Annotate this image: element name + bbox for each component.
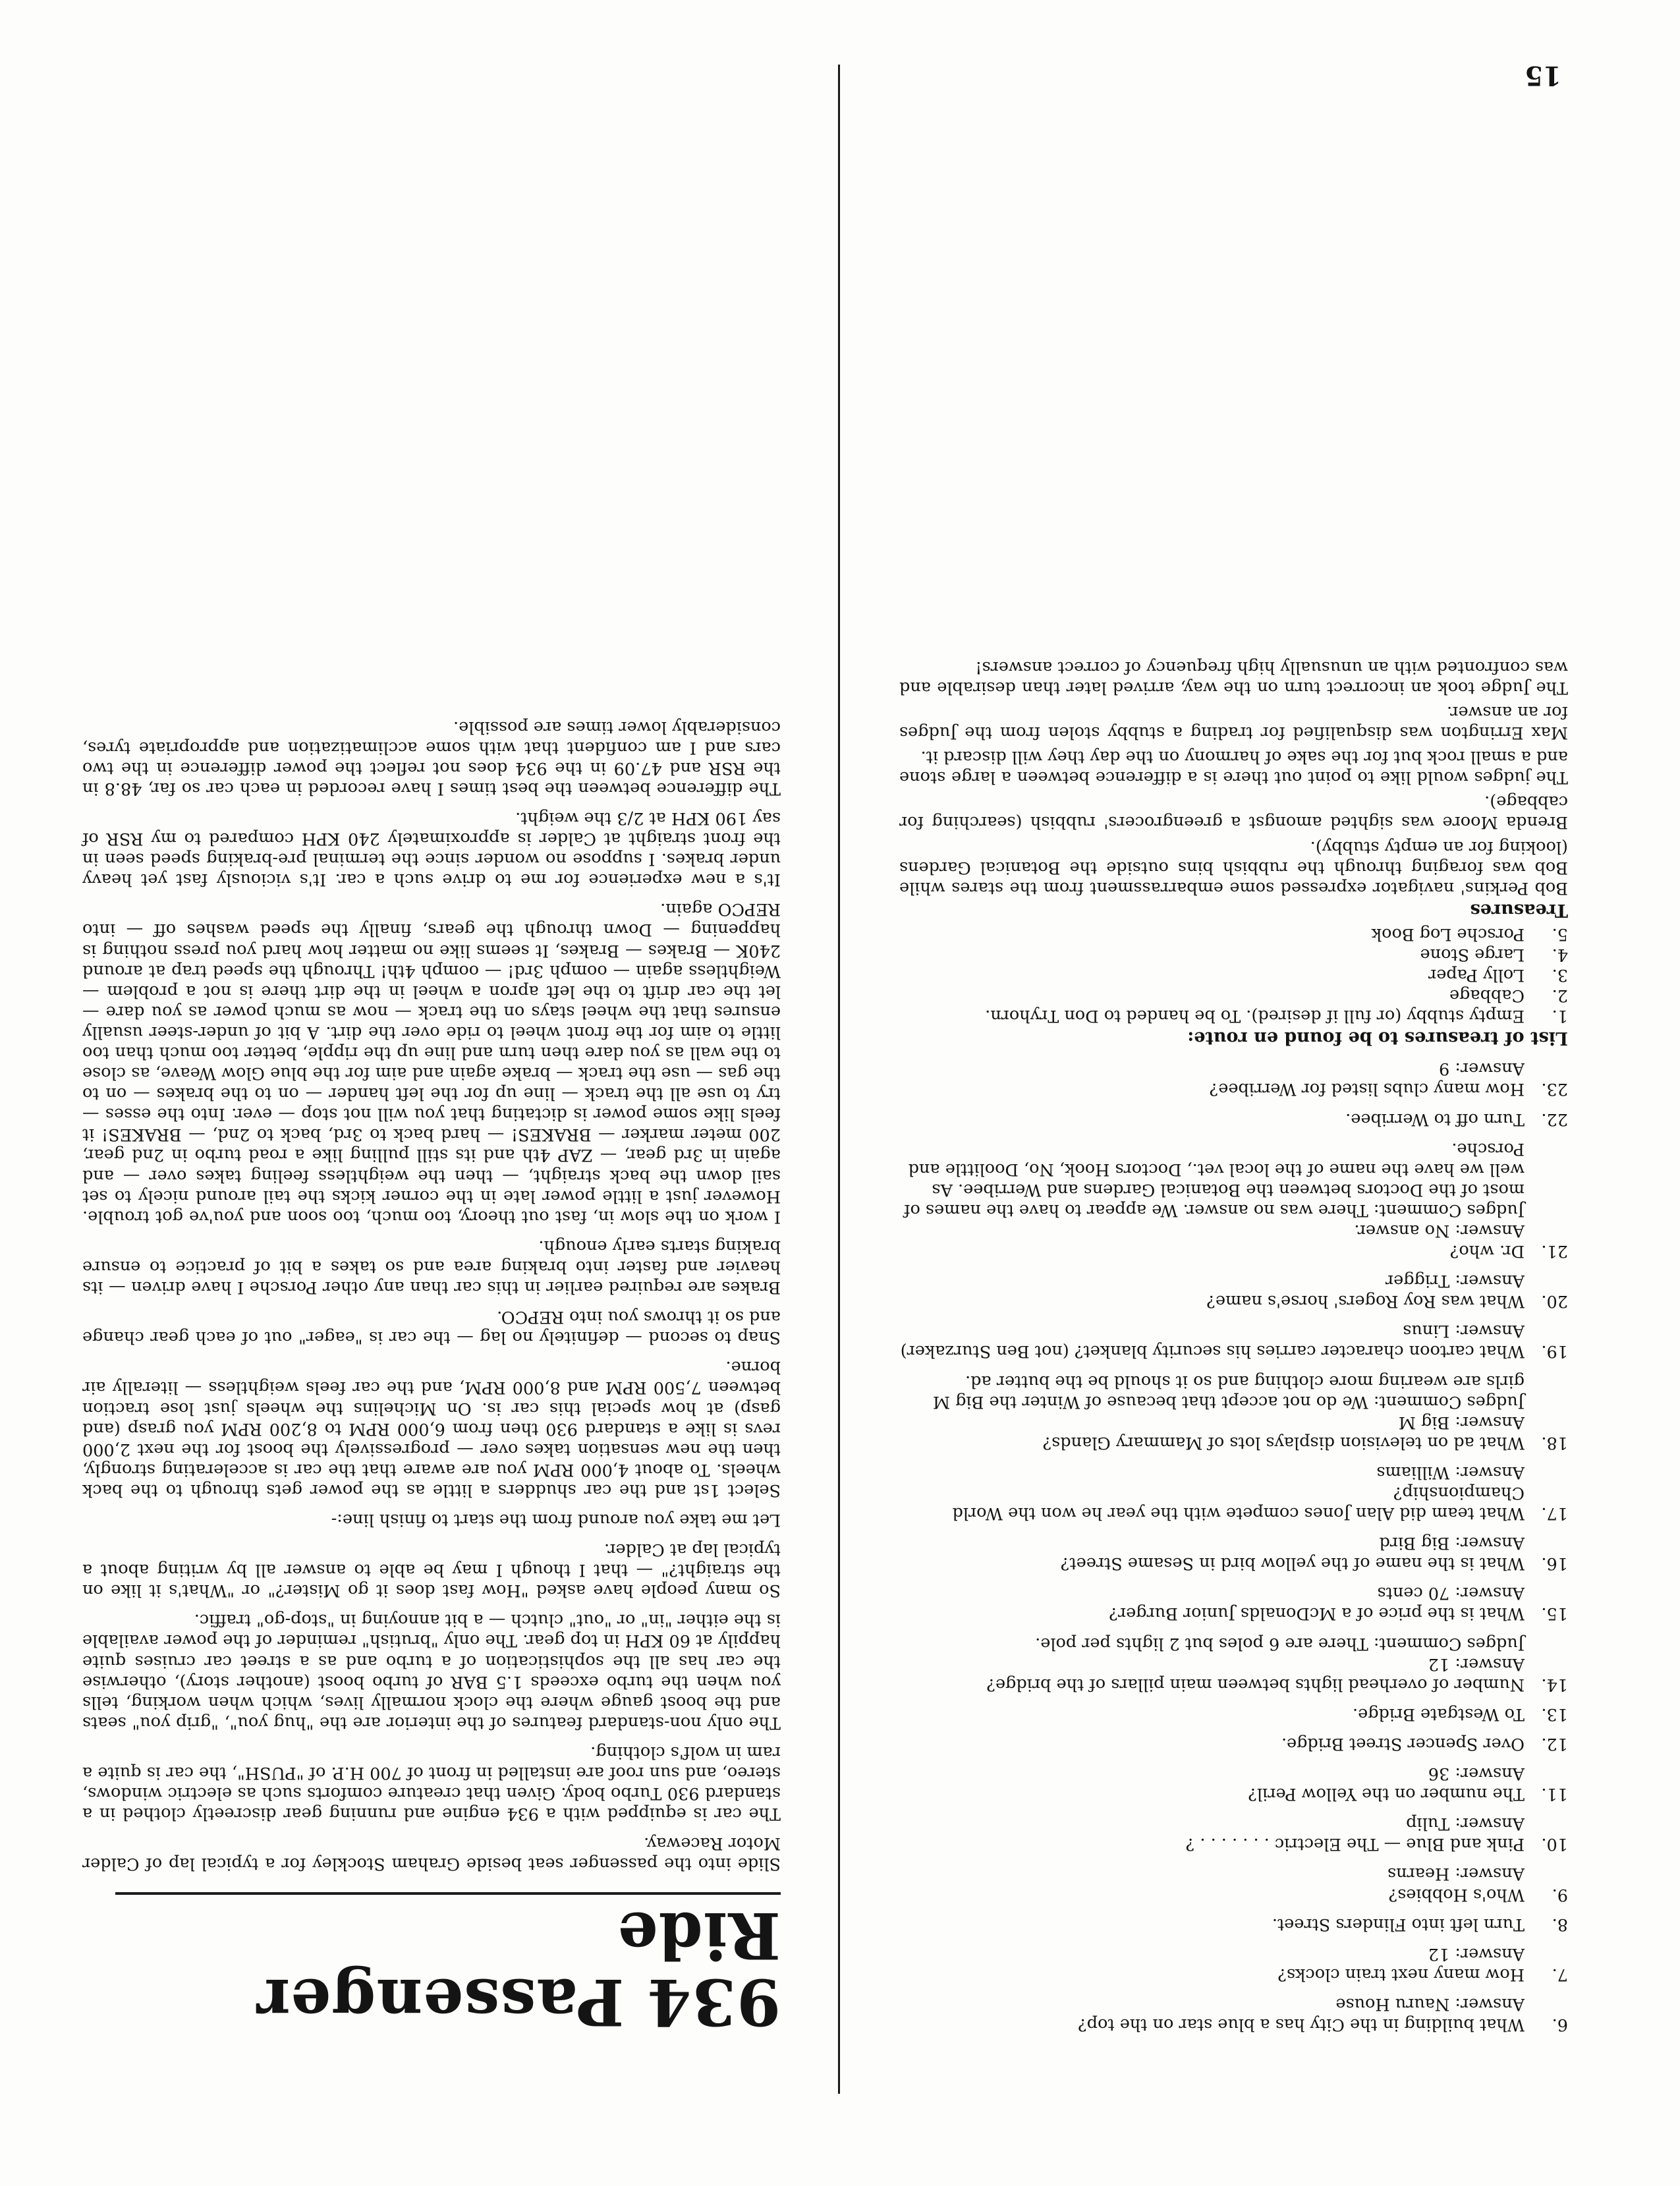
column-divider	[838, 65, 840, 2094]
quiz-question-text: What was Roy Rogers' horse's name?	[1206, 1291, 1525, 1312]
quiz-number: 18.	[1541, 1432, 1568, 1453]
treasure-number: 5.	[1552, 924, 1568, 944]
quiz-question	[899, 1914, 1568, 1934]
quiz-item	[899, 1370, 1568, 1452]
quiz-question-text: Turn left into Flinders Street.	[1272, 1914, 1525, 1934]
quiz-question	[899, 1733, 1568, 1754]
treasure-item	[899, 965, 1568, 985]
quiz-number: 12.	[1541, 1733, 1568, 1754]
treasure-text: Empty stubby (or full if desired). To be handed to Don Tryhorn.	[985, 1006, 1525, 1026]
quiz-question	[899, 1341, 1568, 1361]
quiz-question	[899, 1553, 1568, 1573]
quiz-number: 20.	[1541, 1291, 1568, 1312]
treasure-text: Cabbage	[1449, 986, 1525, 1006]
article-paragraph: Brakes are required earlier in this car than any other Porsche I have driven — its heavier and faster into braking area and so takes a bit of practice to ensure braking starts early enough.	[82, 1236, 781, 1298]
quiz-question	[899, 1834, 1568, 1854]
quiz-question	[899, 1783, 1568, 1804]
quiz-answer: Answer: Big M	[1398, 1412, 1525, 1432]
quiz-number: 19.	[1541, 1341, 1568, 1362]
quiz-number: 10.	[1541, 1834, 1568, 1855]
quiz-question-text: What cartoon character carries his security blanket? (not Ben Sturzaker)	[900, 1341, 1525, 1362]
treasures-text	[899, 657, 1568, 898]
quiz-question-text: What building in the City has a blue star on the top?	[1078, 2015, 1525, 2034]
quiz-number: 8.	[1552, 1914, 1568, 1934]
quiz-question-text: Over Spencer Street Bridge.	[1281, 1733, 1525, 1754]
quiz-answer: Answer: 12	[1428, 1944, 1525, 1964]
quiz-answer: Answer: Williams	[1376, 1462, 1525, 1482]
page-number: 15	[1525, 60, 1561, 91]
treasure-paragraph: Bob Perkins' navigator expressed some embarrassment from the stares while Bob was foraging through the rubbish bins outside the Botanical Gardens (looking for an empty stubby).	[899, 837, 1568, 898]
article-paragraph: The difference between the best times I have recorded in each car so far, 48.8 in the RSR and 47.09 in the 934 does not reflect the power difference in the two cars and I am confident that with some acclimatization and appropriate tyres, considerably lower times are possible.	[82, 717, 781, 799]
treasure-text: Lolly Paper	[1428, 965, 1525, 986]
quiz-number: 9.	[1552, 1884, 1568, 1905]
treasure-number: 2.	[1552, 986, 1568, 1006]
quiz-item	[899, 1633, 1568, 1695]
quiz-question-text: Who's Hobbies?	[1388, 1884, 1525, 1905]
quiz-answer: Judges Comment: We do not accept that because of Winter the Big M girls are wearing more clothing and so it should be the butter ad.	[932, 1371, 1525, 1412]
quiz-answer: Judges Comment: There are 6 poles but 2 lights per pole.	[1035, 1633, 1525, 1654]
treasure-item	[899, 944, 1568, 965]
article-title: 934 Passenger Ride	[256, 1898, 781, 2039]
quiz-question	[899, 1291, 1568, 1311]
title-rule	[115, 1892, 781, 1895]
quiz-answer: Answer: 12	[1428, 1654, 1525, 1674]
quiz-number: 7.	[1552, 1964, 1568, 1984]
quiz-question	[899, 1884, 1568, 1904]
quiz-item	[899, 1462, 1568, 1523]
article-paragraph: The car is equipped with a 934 engine and running gear discreetly clothed in a standard 930 Turbo body. Given that creature comforts such as electric windows, stereo, and sun roof are installed in front of 700 H.P. of "PUSH", the car is quite a ram in wolf's clothing.	[82, 1742, 781, 1824]
quiz-item	[899, 1320, 1568, 1361]
quiz-question-text: Dr. who?	[1449, 1241, 1525, 1262]
treasure-item	[899, 1005, 1568, 1026]
quiz-item	[899, 1994, 1568, 2034]
quiz-question-text: What is the price of a McDonalds Junior Burger?	[1109, 1604, 1525, 1624]
quiz-item	[899, 1704, 1568, 1724]
quiz-question	[899, 1482, 1568, 1523]
quiz-answer: Answer: Hearns	[1387, 1864, 1525, 1884]
article-paragraph: Snap to second — definitely no lag — the car is "eager" out of each gear change and so it throws you into REPCO.	[82, 1307, 781, 1348]
quiz-item	[899, 1944, 1568, 1984]
quiz-number: 23.	[1541, 1079, 1568, 1100]
quiz-item	[899, 1532, 1568, 1573]
quiz-answer: Answer: Tulip	[1406, 1814, 1525, 1834]
quiz-answer: Answer: Linus	[1403, 1321, 1525, 1341]
quiz-number: 11.	[1541, 1784, 1568, 1805]
quiz-answer: Judges Comment: There was no answer. We appear to have the names of most of the Doctors between the Botanical Gardens and Werribee. As well we have the name of the local vet., Doctors Hook, No, Doolittle and Porsche.	[904, 1138, 1525, 1220]
quiz-question-text: Pink and Blue — The Electric . . . . . . . ?	[1185, 1834, 1525, 1855]
quiz-question-text: How many next train clocks?	[1277, 1964, 1525, 1984]
treasure-text: Porsche Log Book	[1371, 924, 1525, 944]
quiz-number: 16.	[1541, 1554, 1568, 1574]
treasure-paragraph: The judges would like to point out there is a difference between a large stone and a small rock but for the sake of harmony on the day they will discard it.	[899, 747, 1568, 788]
treasure-list	[899, 924, 1568, 1026]
article-column	[82, 708, 781, 2039]
treasure-list-heading: List of treasures to be found en route:	[1187, 1028, 1568, 1049]
quiz-question-text: The number on the Yellow Peril?	[1248, 1784, 1525, 1805]
quiz-item	[899, 1108, 1568, 1129]
quiz-question	[899, 1432, 1568, 1453]
quiz-column	[899, 653, 1568, 2034]
quiz-question	[899, 1603, 1568, 1623]
article-paragraph: Slide into the passenger seat beside Graham Stockley for a typical lap of Calder Motor Raceway.	[82, 1834, 781, 1874]
article-paragraph: So many people have asked "How fast does it go Mister?" or "What's it like on the straight?" — that I though I may be able to answer all by writing about a typical lap at Calder.	[82, 1540, 781, 1601]
quiz-question-text: What is the name of the yellow bird in Sesame Street?	[1060, 1554, 1525, 1574]
article-paragraph: I work on the slow in, fast out theory, too much, too soon and you've got trouble. However just a little power late in the corner kicks the tail around nicely to set sail down the back straight, — then the weightless feeling takes over — and again in 3rd gear, — ZAP 4th and its still pulling like a road turbo in 2nd gear, 200 meter marker — BRAKES! — hard back to 3rd, back to 2nd, — BRAKES! it feels like some power is dictating that you will not stop — ever. Into the esses — try to use all the track — line up for the left hander — on to the brakes — on to the gas — use the track — brake again and aim for the blue Glow Weave, as close to the wall as you dare then turn and line up the ripple, better too much than too little to aim for the front wheel to ride over the dirt. A bit of under-steer usually ensures that the wheel stays on the track — now as much power as you dare — let the car drift to the left apron a wheel in the dirt there is not a problem — Weightless again — oomph 3rd! — oomph 4th! Through the speed trap at around 240K — Brakes — Brakes, It seems like no matter how hard you press nothing is happening — Down through the gears, finally the speed washes off — into REPCO again.	[82, 899, 781, 1227]
treasure-paragraph: Max Errington was disqualified for trading a stubby stolen from the Judges for an answer.	[899, 702, 1568, 743]
article-paragraph: It's a new experience for me to drive such a car. It's viciously fast yet heavy under brakes. I suppose no wonder since the terminal pre-braking speed seen in the front straight at Calder is approximately 240 KPH compared to my RSR of say 190 KPH at 2/3 the weight.	[82, 808, 781, 890]
quiz-item	[899, 1813, 1568, 1854]
quiz-question	[899, 2014, 1568, 2034]
quiz-question-text: To Westgate Bridge.	[1353, 1704, 1525, 1724]
quiz-answer: Answer: 9	[1439, 1059, 1525, 1079]
quiz-number: 15.	[1541, 1604, 1568, 1624]
quiz-item	[899, 1270, 1568, 1311]
article-paragraph: Select 1st and the car shudders a little as the power gets through to the back wheels. To about 4,000 RPM you are aware that the car is accelerating strongly, then the new sensation takes over — progressively the boost for the next 2,000 revs is like a standard 930 then from 6,000 RPM to 8,200 RPM you grasp (and gasp) at how special this car is. On Michelins the wheels just lose traction between 7,500 RPM and 8,000 RPM, and the car feels weightless — literally air borne.	[82, 1357, 781, 1500]
quiz-question-text: Number of overhead lights between main pillars of the bridge?	[986, 1674, 1525, 1695]
quiz-number: 21.	[1541, 1241, 1568, 1262]
quiz-question	[899, 1079, 1568, 1099]
article-body	[82, 717, 781, 1874]
treasure-text: Large Stone	[1420, 944, 1525, 965]
treasure-paragraph: The Judge took an incorrect turn on the way, arrived later than desirable and was confronted with an unusually high frequency of correct answers!	[899, 657, 1568, 698]
treasure-number: 1.	[1552, 1006, 1568, 1026]
quiz-answer: Answer: Nauru House	[1335, 1994, 1525, 2014]
quiz-question	[899, 1241, 1568, 1261]
quiz-item	[899, 1583, 1568, 1623]
quiz-answer: Answer: Trigger	[1385, 1271, 1525, 1291]
treasure-item	[899, 924, 1568, 944]
quiz-list	[899, 1058, 1568, 2034]
quiz-item	[899, 1763, 1568, 1804]
quiz-question	[899, 1704, 1568, 1724]
quiz-item	[899, 1138, 1568, 1262]
treasure-number: 3.	[1552, 965, 1568, 986]
quiz-answer: Answer: No answer.	[1354, 1221, 1525, 1241]
quiz-answer: Answer: 36	[1428, 1764, 1525, 1784]
treasures-heading: Treasures	[1470, 899, 1568, 920]
quiz-number: 17.	[1541, 1503, 1568, 1524]
treasure-number: 4.	[1552, 944, 1568, 965]
quiz-question	[899, 1674, 1568, 1695]
article-paragraph: The only non-standard features of the interior are the "hug you", "grip you" seats and the boost gauge where the clock normally lives, which when working, tells you when the turbo exceeds 1.5 BAR of turbo boost (another story), otherwise the car has all the sophistication of a turbo and as a street car cruises quite happily at 60 KPH in top gear. The only "brutish" reminder of the power available is the either "in" or "out" clutch — a bit annoying in "stop-go" traffic.	[82, 1610, 781, 1733]
quiz-number: 14.	[1541, 1674, 1568, 1695]
quiz-question	[899, 1964, 1568, 1984]
quiz-question-text: Turn off to Werribee.	[1345, 1109, 1525, 1129]
quiz-question-text: How many clubs listed for Werribee?	[1209, 1079, 1525, 1100]
quiz-question	[899, 1108, 1568, 1129]
article-paragraph: Let me take you around from the start to finish line:-	[331, 1510, 781, 1530]
quiz-item	[899, 1863, 1568, 1904]
quiz-question-text: What team did Alan Jones compete with the year he won the World Championship?	[952, 1483, 1525, 1524]
quiz-answer: Answer: Big Bird	[1379, 1533, 1525, 1554]
treasure-paragraph: Brenda Moore was sighted amongst a greengrocers' rubbish (searching for cabbage).	[899, 792, 1568, 833]
quiz-answer: Answer: 70 cents	[1377, 1583, 1525, 1604]
quiz-item	[899, 1733, 1568, 1754]
quiz-number: 13.	[1541, 1704, 1568, 1724]
quiz-number: 6.	[1552, 2015, 1568, 2034]
treasure-item	[899, 985, 1568, 1005]
quiz-item	[899, 1058, 1568, 1099]
quiz-item	[899, 1914, 1568, 1934]
quiz-number: 22.	[1541, 1109, 1568, 1129]
quiz-question-text: What ad on television displays lots of Mammary Glands?	[1042, 1432, 1525, 1453]
